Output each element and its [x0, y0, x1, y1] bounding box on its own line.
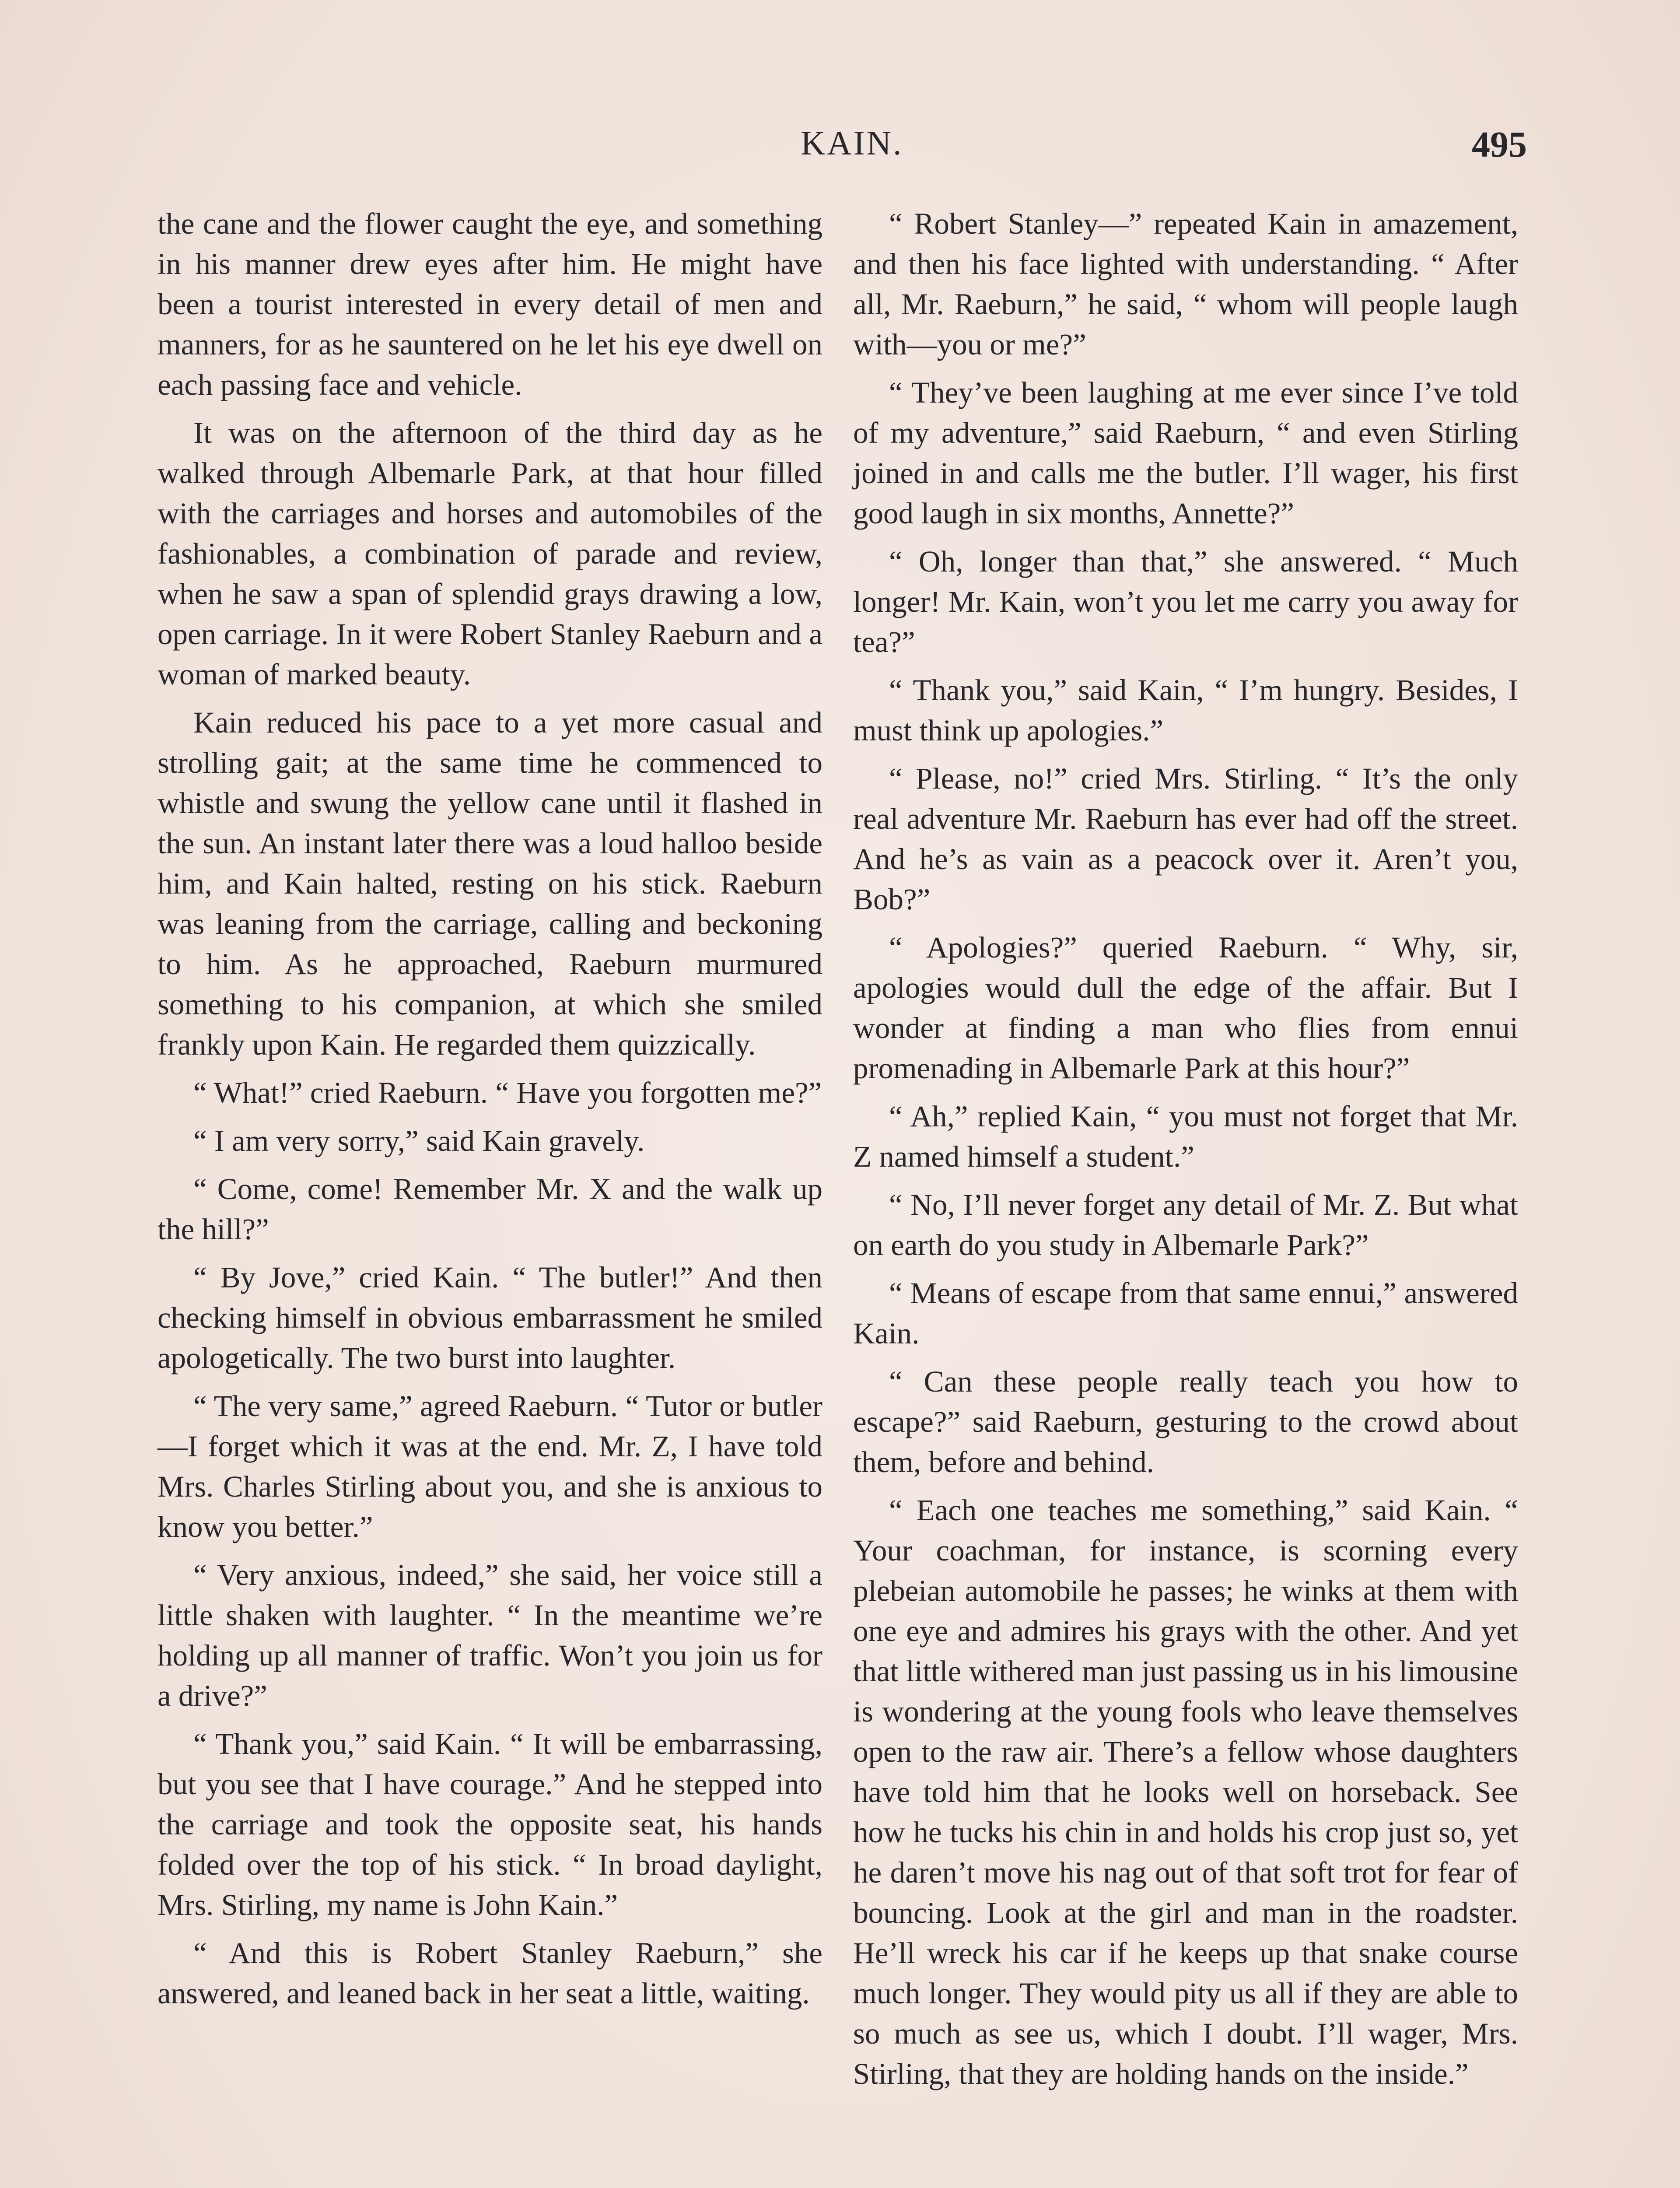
paragraph: “ Please, no!” cried Mrs. Stirling. “ It’s the only real adventure Mr. Raeburn has ever had off the street. And he’s as vain as a peacock over it. Aren’t you, Bob?”: [853, 762, 1518, 916]
paragraph: “ Very anxious, indeed,” she said, her voice still a little shaken with laughter. “ In the meantime we’re holding up all manner of traffic. Won’t you join us for a drive?”: [158, 1558, 822, 1712]
paragraph: “ By Jove,” cried Kain. “ The butler!” And then checking himself in obvious embarrassment he smiled apologetically. The two burst into laughter.: [158, 1261, 822, 1375]
paragraph: “ No, I’ll never forget any detail of Mr. Z. But what on earth do you study in Albemarle Park?”: [853, 1188, 1518, 1262]
paragraph: “ Oh, longer than that,” she answered. “ Much longer! Mr. Kain, won’t you let me carry you away for tea?”: [853, 545, 1518, 659]
paragraph: “ Can these people really teach you how to escape?” said Raeburn, gesturing to the crowd about them, before and behind.: [853, 1365, 1518, 1479]
paragraph: “ Come, come! Remember Mr. X and the walk up the hill?”: [158, 1172, 822, 1246]
paragraph: “ Means of escape from that same ennui,” answered Kain.: [853, 1276, 1518, 1350]
paragraph: the cane and the flower caught the eye, and something in his manner drew eyes after him. He might have been a tourist interested in every detail of men and manners, for as he sauntered on he let his eye dwell on each passing face and vehicle.: [158, 207, 822, 401]
paragraph: Kain reduced his pace to a yet more casual and strolling gait; at the same time he commenced to whistle and swung the yellow cane until it flashed in the sun. An instant later there was a loud halloo beside him, and Kain halted, resting on his stick. Raeburn was leaning from the carriage, calling and beckoning to him. As he approached, Raeburn murmured something to his companion, at which she smiled frankly upon Kain. He regarded them quizzically.: [158, 706, 822, 1061]
page-number: 495: [1472, 124, 1527, 165]
paragraph: “ Thank you,” said Kain, “ I’m hungry. Besides, I must think up apologies.”: [853, 673, 1518, 747]
paragraph: “ Thank you,” said Kain. “ It will be embarrassing, but you see that I have courage.” And he stepped into the carriage and took the opposite seat, his hands folded over the top of his stick. “ In broad daylight, Mrs. Stirling, my name is John Kain.”: [158, 1727, 822, 1922]
paragraph: “ And this is Robert Stanley Raeburn,” she answered, and leaned back in her seat a little, waiting.: [158, 1936, 822, 2010]
running-title: KAIN.: [801, 124, 903, 162]
paragraph: “ They’ve been laughing at me ever since I’ve told of my adventure,” said Raeburn, “ and even Stirling joined in and calls me the butler. I’ll wager, his first good laugh in six months, Annette?”: [853, 376, 1518, 530]
paragraph: It was on the afternoon of the third day as he walked through Albemarle Park, at that hour filled with the carriages and horses and automobiles of the fashionables, a combination of parade and review, when he saw a span of splendid grays drawing a low, open carriage. In it were Robert Stanley Raeburn and a woman of marked beauty.: [158, 416, 822, 691]
right-column: [853, 203, 1518, 2102]
left-column: [158, 203, 822, 2021]
paragraph: “ Ah,” replied Kain, “ you must not forget that Mr. Z named himself a student.”: [853, 1100, 1518, 1173]
paragraph: “ Each one teaches me something,” said Kain. “ Your coachman, for instance, is scorning every plebeian automobile he passes; he winks at them with one eye and admires his grays with the other. And yet that little withered man just passing us in his limousine is wondering at the young fools who leave themselves open to the raw air. There’s a fellow whose daughters have told him that he looks well on horseback. See how he tucks his chin in and holds his crop just so, yet he daren’t move his nag out of that soft trot for fear of bouncing. Look at the girl and man in the roadster. He’ll wreck his car if he keeps up that snake course much longer. They would pity us all if they are able to so much as see us, which I doubt. I’ll wager, Mrs. Stirling, that they are holding hands on the inside.”: [853, 1494, 1518, 2090]
paragraph: “ Apologies?” queried Raeburn. “ Why, sir, apologies would dull the edge of the affair. But I wonder at finding a man who flies from ennui promenading in Albemarle Park at this hour?”: [853, 931, 1518, 1085]
paragraph: “ Robert Stanley—” repeated Kain in amazement, and then his face lighted with understanding. “ After all, Mr. Raeburn,” he said, “ whom will people laugh with—you or me?”: [853, 207, 1518, 361]
paragraph: “ I am very sorry,” said Kain gravely.: [193, 1124, 645, 1157]
paragraph: “ The very same,” agreed Raeburn. “ Tutor or butler—I forget which it was at the end. Mr. Z, I have told Mrs. Charles Stirling about you, and she is anxious to know you better.”: [158, 1389, 822, 1543]
paragraph: “ What!” cried Raeburn. “ Have you forgotten me?”: [193, 1076, 822, 1109]
